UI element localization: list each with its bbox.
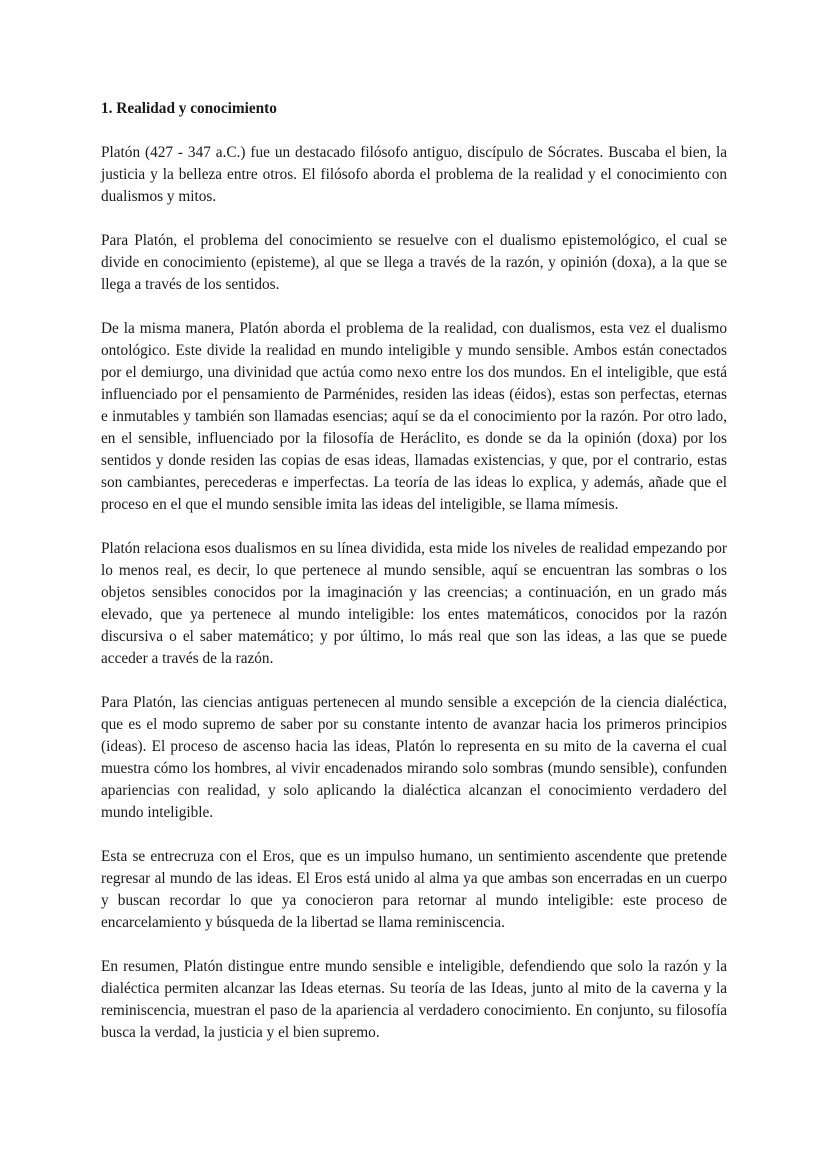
paragraph-divided-line: Platón relaciona esos dualismos en su línea dividida, esta mide los niveles de realidad empezando por lo menos real, es decir, lo que pertenece al mundo sensible, aquí se encuentran las sombras o los objetos sensibles conocidos por la imaginación y las creencias; a continuación, en un grado más elevado, que ya pertenece al mundo inteligible: los entes matemáticos, conocidos por la razón discursiva o el saber matemático; y por último, lo más real que son las ideas, a las que se puede acceder a través de la razón.	[101, 540, 727, 667]
paragraph-eros: Esta se entrecruza con el Eros, que es un impulso humano, un sentimiento ascendente que pretende regresar al mundo de las ideas. El Eros está unido al alma ya que ambas son encerradas en un cuerpo y buscan recordar lo que ya conocieron para retornar al mundo inteligible: este proceso de encarcelamiento y búsqueda de la libertad se llama reminiscencia.	[101, 848, 727, 931]
paragraph-ontology: De la misma manera, Platón aborda el problema de la realidad, con dualismos, esta vez el dualismo ontológico. Este divide la realidad en mundo inteligible y mundo sensible. Ambos están conectados por el demiurgo, una divinidad que actúa como nexo entre los dos mundos. En el inteligible, que está influenciado por el pensamiento de Parménides, residen las ideas (éidos), estas son perfectas, eternas e inmutables y también son llamadas esencias; aquí se da el conocimiento por la razón. Por otro lado, en el sensible, influenciado por la filosofía de Heráclito, es donde se da la opinión (doxa) por los sentidos y donde residen las copias de esas ideas, llamadas existencias, y que, por el contrario, estas son cambiantes, perecederas e imperfectas. La teoría de las ideas lo explica, y además, añade que el proceso en el que el mundo sensible imita las ideas del inteligible, se llama mímesis.	[101, 320, 727, 513]
paragraph-epistemology: Para Platón, el problema del conocimiento se resuelve con el dualismo epistemológico, el cual se divide en conocimiento (episteme), al que se llega a través de la razón, y opinión (doxa), a la que se llega a través de los sentidos.	[101, 232, 727, 293]
paragraph-summary: En resumen, Platón distingue entre mundo sensible e inteligible, defendiendo que solo la razón y la dialéctica permiten alcanzar las Ideas eternas. Su teoría de las Ideas, junto al mito de la caverna y la reminiscencia, muestran el paso de la apariencia al verdadero conocimiento. En conjunto, su filosofía busca la verdad, la justicia y el bien supremo.	[101, 958, 727, 1041]
paragraph-dialectic-cave: Para Platón, las ciencias antiguas pertenecen al mundo sensible a excepción de la ciencia dialéctica, que es el modo supremo de saber por su constante intento de avanzar hacia los primeros principios (ideas). El proceso de ascenso hacia las ideas, Platón lo representa en su mito de la caverna el cual muestra cómo los hombres, al vivir encadenados mirando solo sombras (mundo sensible), confunden apariencias con realidad, y solo aplicando la dialéctica alcanzan el conocimiento verdadero del mundo inteligible.	[101, 694, 727, 821]
section-heading: 1. Realidad y conocimiento	[101, 100, 277, 117]
document-page	[101, 98, 727, 1066]
paragraph-intro: Platón (427 - 347 a.C.) fue un destacado filósofo antiguo, discípulo de Sócrates. Buscaba el bien, la justicia y la belleza entre otros. El filósofo aborda el problema de la realidad y el conocimiento con dualismos y mitos.	[101, 144, 727, 205]
